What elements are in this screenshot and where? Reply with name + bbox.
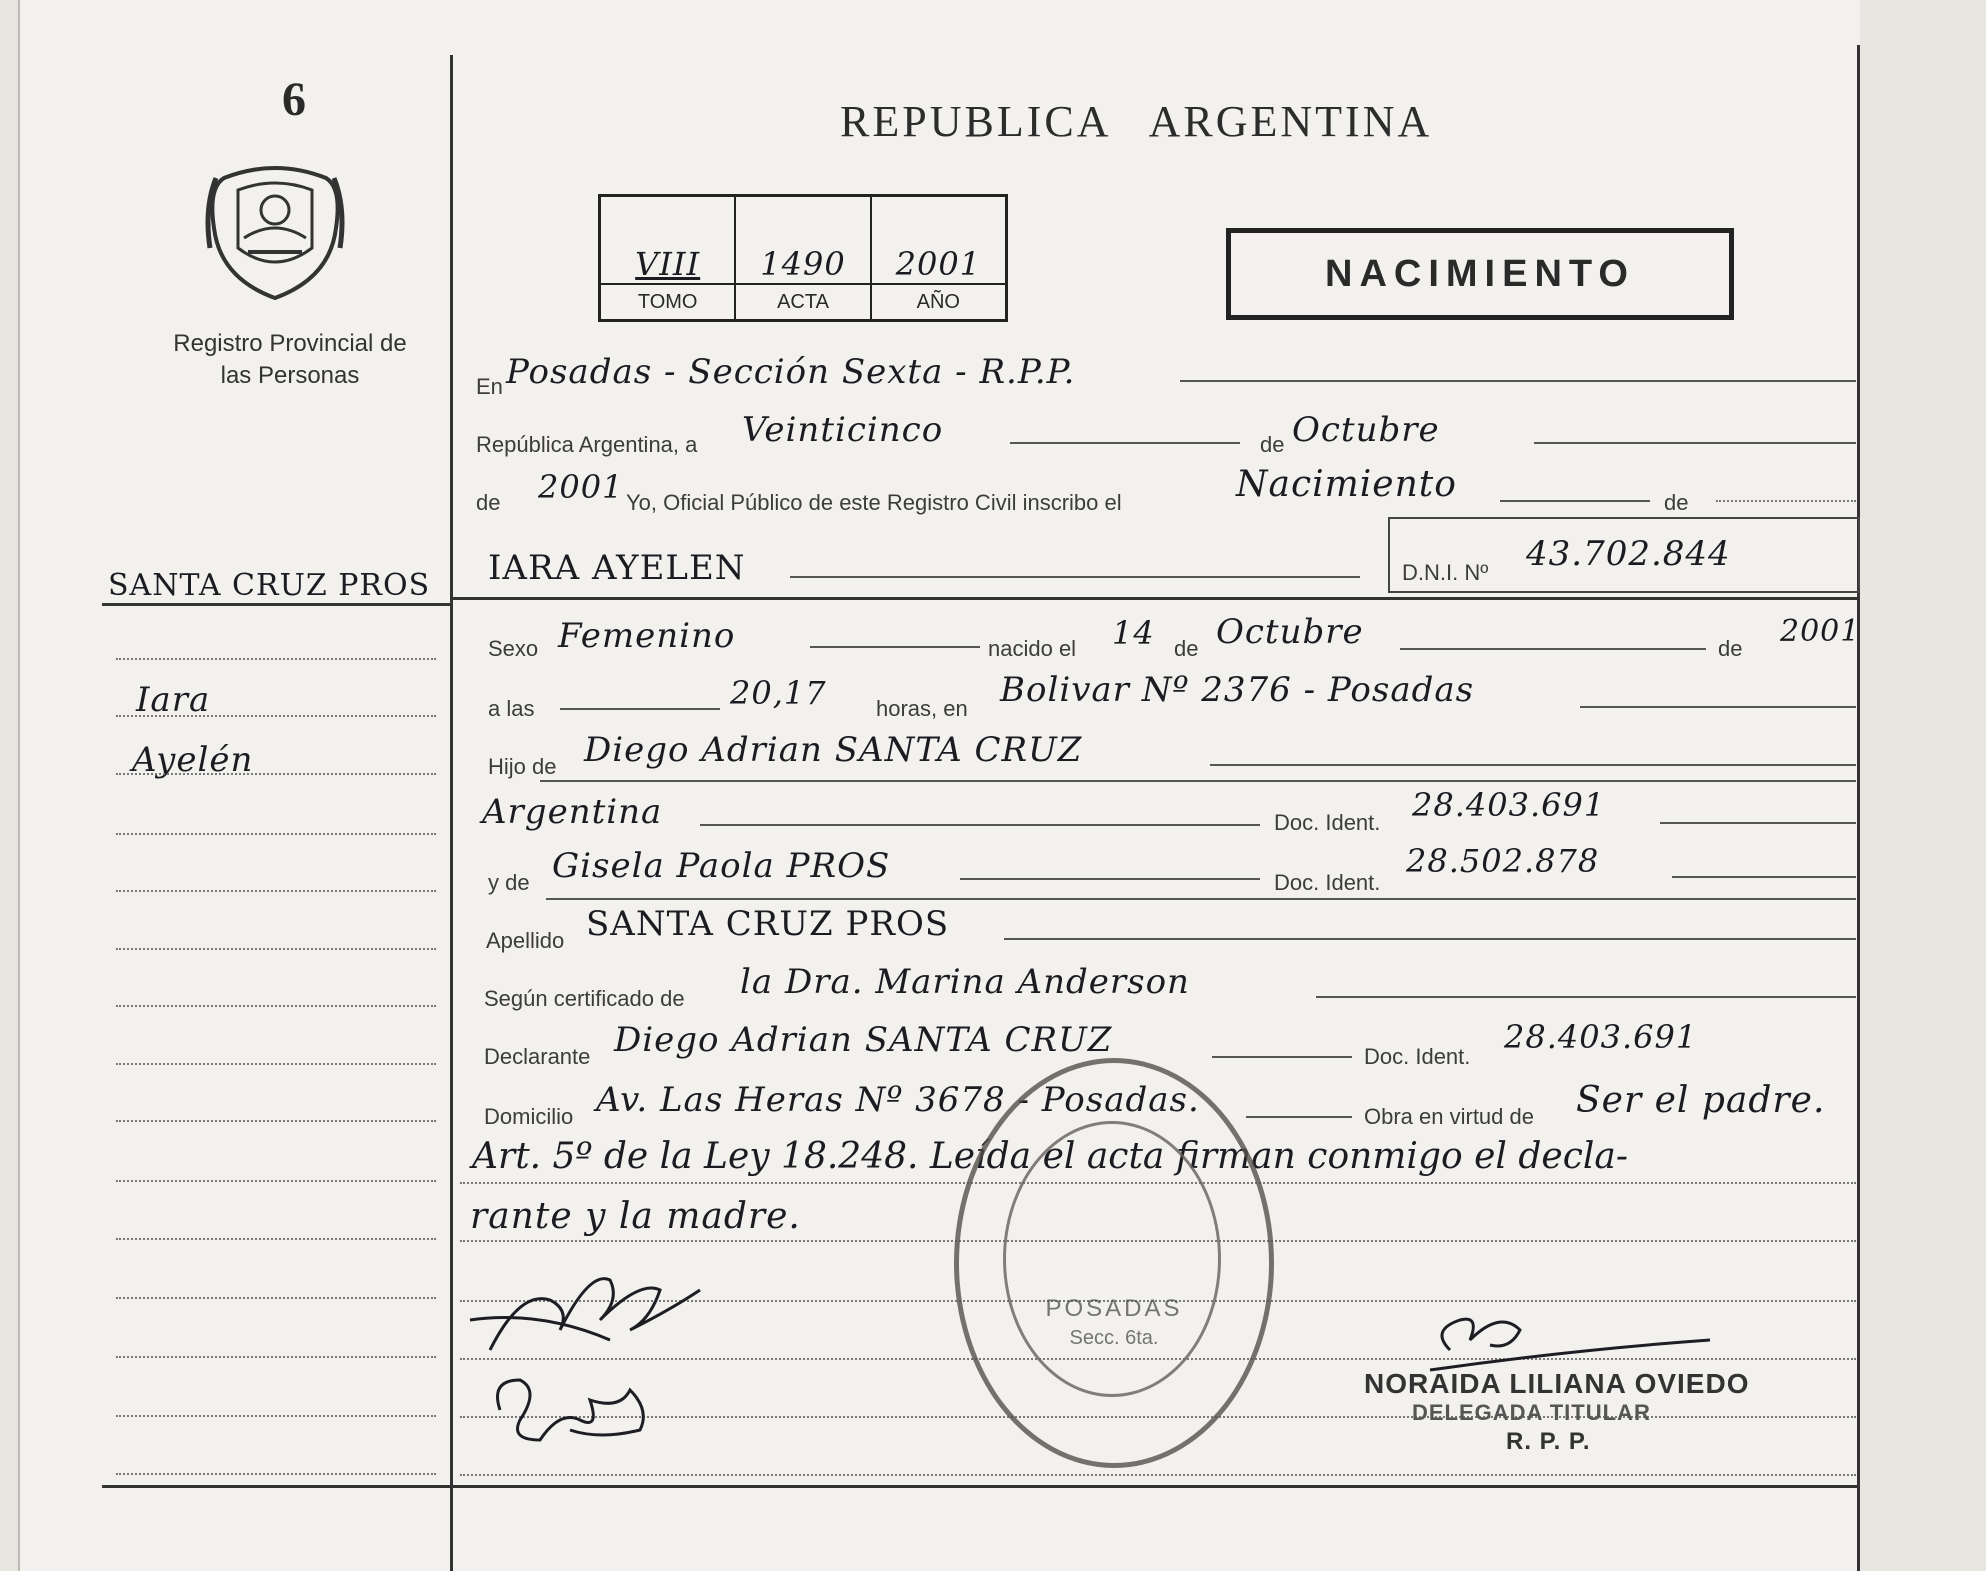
declarante-value: Diego Adrian SANTA CRUZ	[614, 1020, 1113, 1060]
mother-value: Gisela Paola PROS	[552, 846, 891, 886]
time-line	[560, 708, 720, 710]
certificado-label: Según certificado de	[484, 986, 685, 1011]
official-office: R. P. P.	[1506, 1428, 1591, 1455]
declarante-line	[1212, 1056, 1352, 1058]
father-line	[1210, 764, 1856, 766]
declarante-doc-value: 28.403.691	[1504, 1018, 1698, 1056]
birth-month-line	[1400, 648, 1706, 650]
official-name: NORAIDA LILIANA OVIEDO	[1364, 1368, 1750, 1399]
republic-title: REPUBLICA ARGENTINA	[840, 97, 1433, 146]
republica-label: República Argentina, a	[476, 432, 698, 457]
declarante-doc-label: Doc. Ident.	[1364, 1044, 1471, 1069]
birth-place-value: Bolivar Nº 2376 - Posadas	[1000, 670, 1475, 710]
official-title: DELEGADA TITULAR	[1412, 1400, 1651, 1425]
day-line	[1010, 442, 1240, 444]
act-type-value: Nacimiento	[1236, 464, 1457, 505]
obra-label: Obra en virtud de	[1364, 1104, 1534, 1129]
header-divider	[452, 597, 1858, 600]
anio-label: AÑO	[872, 283, 1005, 319]
book-reference-table	[598, 194, 1008, 322]
mother-doc-label: Doc. Ident.	[1274, 870, 1381, 895]
margin-given-name-1: Iara	[136, 680, 211, 720]
de-label-4: de	[1718, 636, 1743, 661]
sexo-line	[810, 646, 980, 648]
birth-year-value: 2001	[1780, 614, 1861, 649]
domicilio-label: Domicilio	[484, 1104, 574, 1129]
de-label-2: de	[1664, 490, 1689, 515]
birth-day-value: 14	[1112, 614, 1155, 652]
y-de-label: y de	[488, 870, 530, 895]
certificado-line	[1316, 996, 1856, 998]
mother-doc-value: 28.502.878	[1406, 842, 1600, 880]
birth-certificate-page	[18, 0, 1860, 1571]
mother-signature	[480, 1350, 680, 1460]
acta-label: ACTA	[736, 283, 869, 319]
domicilio-value: Av. Las Heras Nº 3678 - Posadas.	[596, 1080, 1200, 1120]
time-value: 20,17	[730, 674, 827, 712]
page-number: 6	[282, 73, 306, 126]
nacido-label: nacido el	[988, 636, 1077, 661]
horas-label: horas, en	[876, 696, 968, 721]
official-seal-stamp	[954, 1058, 1274, 1468]
father-doc-value: 28.403.691	[1412, 786, 1606, 824]
father-doc-label: Doc. Ident.	[1274, 810, 1381, 835]
certificado-value: la Dra. Marina Anderson	[740, 962, 1190, 1002]
month-line	[1534, 442, 1856, 444]
anio-cell	[872, 197, 1005, 319]
acta-cell	[736, 197, 871, 319]
obra-value: Ser el padre.	[1576, 1080, 1826, 1121]
acta-value: 1490	[760, 245, 846, 283]
tomo-value: VIII	[635, 245, 701, 283]
registry-name: Registro Provincial de las Personas	[173, 330, 407, 389]
seal-inner-ring	[1003, 1121, 1221, 1397]
birth-month-value: Octubre	[1216, 612, 1364, 652]
declarante-label: Declarante	[484, 1044, 591, 1069]
margin-divider	[450, 55, 453, 1571]
mother-line	[960, 878, 1260, 880]
nationality-line	[700, 824, 1260, 826]
sexo-value: Femenino	[558, 616, 736, 656]
year-value: 2001	[538, 468, 624, 506]
mother-doc-line	[1672, 876, 1856, 878]
act-type-line	[1500, 500, 1650, 502]
place-line	[1180, 380, 1856, 382]
margin-given-name-2: Ayelén	[132, 740, 254, 780]
father-nationality-value: Argentina	[482, 792, 663, 832]
apellido-line	[1004, 938, 1856, 940]
seal-section: Secc. 6ta.	[1069, 1327, 1159, 1349]
document-type-box: NACIMIENTO	[1226, 228, 1734, 320]
anio-value: 2001	[895, 245, 982, 283]
father-doc-line	[1660, 822, 1856, 824]
margin-surname-rule	[102, 603, 452, 606]
apellido-value: SANTA CRUZ PROS	[586, 904, 950, 944]
seal-city: POSADAS	[1045, 1295, 1183, 1322]
tomo-label: TOMO	[601, 283, 734, 319]
hijo-label: Hijo de	[488, 754, 557, 779]
father-line-2	[540, 780, 1856, 782]
right-border	[1857, 45, 1860, 1571]
de-label-3: de	[1174, 636, 1199, 661]
place-value: Posadas - Sección Sexta - R.P.P.	[506, 352, 1076, 392]
en-label: En	[476, 374, 503, 399]
day-written-value: Veinticinco	[742, 410, 944, 450]
bottom-rule	[102, 1485, 1858, 1488]
child-name-line	[790, 576, 1360, 578]
apellido-label: Apellido	[486, 928, 565, 953]
dni-label: D.N.I. Nº	[1402, 560, 1489, 585]
tomo-cell	[601, 197, 736, 319]
yo-label: Yo, Oficial Público de este Registro Civil inscribo el	[626, 490, 1122, 515]
child-name-value: IARA AYELEN	[488, 548, 746, 588]
month-value: Octubre	[1292, 410, 1440, 450]
note-line-1: Art. 5º de la Ley 18.248. Leída el acta firman conmigo el decla-	[472, 1136, 1629, 1177]
dni-value: 43.702.844	[1526, 534, 1731, 574]
coat-of-arms-logo	[204, 148, 346, 304]
father-value: Diego Adrian SANTA CRUZ	[584, 730, 1083, 770]
margin-surname: SANTA CRUZ PROS	[108, 568, 431, 603]
de-label: de	[1260, 432, 1285, 457]
mother-line-2	[546, 898, 1856, 900]
a-las-label: a las	[488, 696, 535, 721]
year-prefix-label: de	[476, 490, 501, 515]
act-type-dots	[1716, 500, 1856, 502]
birth-place-line	[1580, 706, 1856, 708]
note-line-2: rante y la madre.	[470, 1196, 801, 1237]
sexo-label: Sexo	[488, 636, 539, 661]
domicilio-line	[1246, 1116, 1352, 1118]
